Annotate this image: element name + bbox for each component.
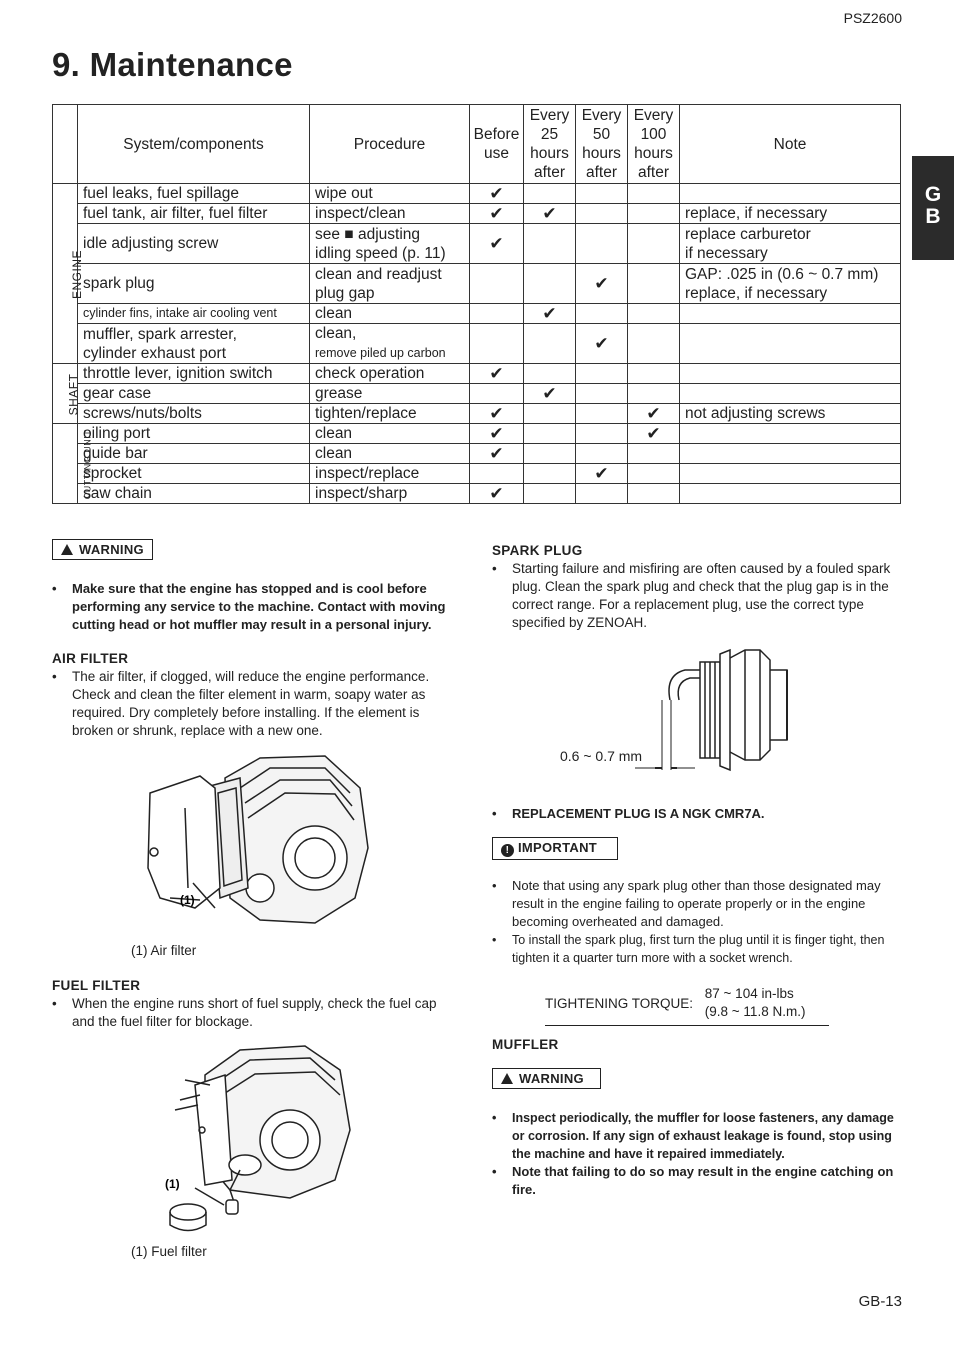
torque-value-imperial: 87 ~ 104 in-lbs xyxy=(704,986,794,1001)
group-engine: ENGINE xyxy=(53,184,78,364)
check-mark: ✔ xyxy=(470,424,524,444)
check-mark: ✔ xyxy=(524,384,576,404)
torque-spec xyxy=(545,985,829,1026)
muffler-warning-item: • Inspect periodically, the muffler for loose fasteners, any damage or corrosion. If any sign of exhaust leakage is found, stop using the machine and have it repaired immediately. xyxy=(512,1109,902,1163)
spark-plug-illustration xyxy=(555,640,815,780)
table-header-row xyxy=(53,105,901,184)
muffler-warning-list xyxy=(492,1109,902,1199)
spark-plug-heading: SPARK PLUG xyxy=(492,543,583,558)
group-header xyxy=(53,105,78,184)
important-item: • To install the spark plug, first turn the plug until it is finger tight, then tighten it a quarter turn more with a socket wrench. xyxy=(512,931,902,967)
air-filter-section xyxy=(52,650,462,740)
spark-gap-label: 0.6 ~ 0.7 mm xyxy=(560,748,643,764)
warning-triangle-icon xyxy=(61,544,73,555)
spark-plug-section xyxy=(492,542,902,632)
important-item: • Note that using any spark plug other than those designated may result in the engine failing to operate properly or in the engine becoming overheated and damaged. xyxy=(512,877,902,931)
check-mark: ✔ xyxy=(470,184,524,204)
table-row: gear case grease ✔ xyxy=(53,384,901,404)
language-tab xyxy=(912,156,954,260)
air-filter-text: • The air filter, if clogged, will reduce the engine performance. Check and clean the filter element in warm, soapy water as required. Dry completely before installing. If the element is broken or shrunk, replace with a new one. xyxy=(72,668,462,740)
air-filter-illustration xyxy=(140,748,380,928)
warning-triangle-icon xyxy=(501,1073,513,1084)
check-mark: ✔ xyxy=(576,264,628,304)
check-mark: ✔ xyxy=(576,324,628,364)
fuel-filter-caption: (1) Fuel filter xyxy=(131,1244,207,1259)
warning-box: WARNING xyxy=(52,539,153,560)
warning-text: • Make sure that the engine has stopped and is cool before performing any service to the machine. Contact with moving cutting head or hot muffler may result in a personal injury. xyxy=(52,580,462,634)
fuel-filter-illustration xyxy=(150,1040,360,1240)
header-50h: Every 50 hours after xyxy=(576,105,628,184)
check-mark: ✔ xyxy=(470,444,524,464)
header-before-use: Before use xyxy=(470,105,524,184)
important-box: ! IMPORTANT xyxy=(492,837,618,860)
table-row: muffler, spark arrester, cylinder exhaust port clean, remove piled up carbon ✔ xyxy=(53,324,901,364)
header-procedure: Procedure xyxy=(310,105,470,184)
air-filter-callout: (1) xyxy=(180,893,195,907)
header-25h: Every 25 hours after xyxy=(524,105,576,184)
table-row: guide bar clean ✔ xyxy=(53,444,901,464)
check-mark: ✔ xyxy=(524,204,576,224)
check-mark: ✔ xyxy=(470,364,524,384)
check-mark: ✔ xyxy=(628,404,680,424)
group-cutting-unit: CUTTING UNIT xyxy=(53,424,78,504)
fuel-filter-callout: (1) xyxy=(165,1177,180,1191)
lang-letter-b: B xyxy=(925,205,941,228)
check-mark: ✔ xyxy=(470,204,524,224)
table-row: saw chain inspect/sharp ✔ xyxy=(53,484,901,504)
replacement-plug-text: • REPLACEMENT PLUG IS A NGK CMR7A. xyxy=(492,805,902,823)
lang-letter-g: G xyxy=(924,183,942,206)
air-filter-caption: (1) Air filter xyxy=(131,943,197,958)
table-row: idle adjusting screw see ■ adjusting idling speed (p. 11) ✔ replace carburetor if necessary xyxy=(53,224,901,264)
header-component: System/components xyxy=(78,105,310,184)
maintenance-table xyxy=(52,104,901,504)
torque-label: TIGHTENING TORQUE: xyxy=(545,995,694,1011)
table-row: cylinder fins, intake air cooling vent clean ✔ xyxy=(53,304,901,324)
check-mark: ✔ xyxy=(524,304,576,324)
page-title: 9. Maintenance xyxy=(52,46,293,83)
table-row: spark plug clean and readjust plug gap ✔ GAP: .025 in (0.6 ~ 0.7 mm) replace, if necessary xyxy=(53,264,901,304)
important-icon: ! xyxy=(501,844,514,857)
important-list xyxy=(492,877,902,967)
fuel-filter-section xyxy=(52,977,462,1031)
spark-plug-text: • Starting failure and misfiring are often caused by a fouled spark plug. Clean the spark plug and check that the plug gap is in the correct range. For a replacement plug, use the correct type specified by ZENOAH. xyxy=(512,560,902,632)
muffler-heading: MUFFLER xyxy=(492,1037,559,1052)
fuel-filter-heading: FUEL FILTER xyxy=(52,978,141,993)
table-row: ENGINE fuel leaks, fuel spillage wipe out ✔ xyxy=(53,184,901,204)
check-mark: ✔ xyxy=(470,224,524,264)
check-mark: ✔ xyxy=(470,484,524,504)
header-note: Note xyxy=(680,105,901,184)
table-row: screws/nuts/bolts tighten/replace ✔ ✔ not adjusting screws xyxy=(53,404,901,424)
muffler-warning-item: • Note that failing to do so may result in the engine catching on fire. xyxy=(512,1163,902,1199)
table-row: SHAFT throttle lever, ignition switch check operation ✔ xyxy=(53,364,901,384)
check-mark: ✔ xyxy=(628,424,680,444)
table-row: sprocket inspect/replace ✔ xyxy=(53,464,901,484)
check-mark: ✔ xyxy=(576,464,628,484)
header-100h: Every 100 hours after xyxy=(628,105,680,184)
page-number: GB-13 xyxy=(858,1293,902,1310)
check-mark: ✔ xyxy=(470,404,524,424)
fuel-filter-text: • When the engine runs short of fuel supply, check the fuel cap and the fuel filter for blockage. xyxy=(72,995,462,1031)
torque-value-metric: (9.8 ~ 11.8 N.m.) xyxy=(704,1004,806,1019)
air-filter-heading: AIR FILTER xyxy=(52,651,129,666)
model-number: PSZ2600 xyxy=(843,10,902,26)
table-row: CUTTING UNIT oiling port clean ✔ ✔ xyxy=(53,424,901,444)
muffler-warning-box: WARNING xyxy=(492,1068,601,1089)
table-row: fuel tank, air filter, fuel filter inspect/clean ✔ ✔ replace, if necessary xyxy=(53,204,901,224)
group-shaft: SHAFT xyxy=(53,364,78,424)
